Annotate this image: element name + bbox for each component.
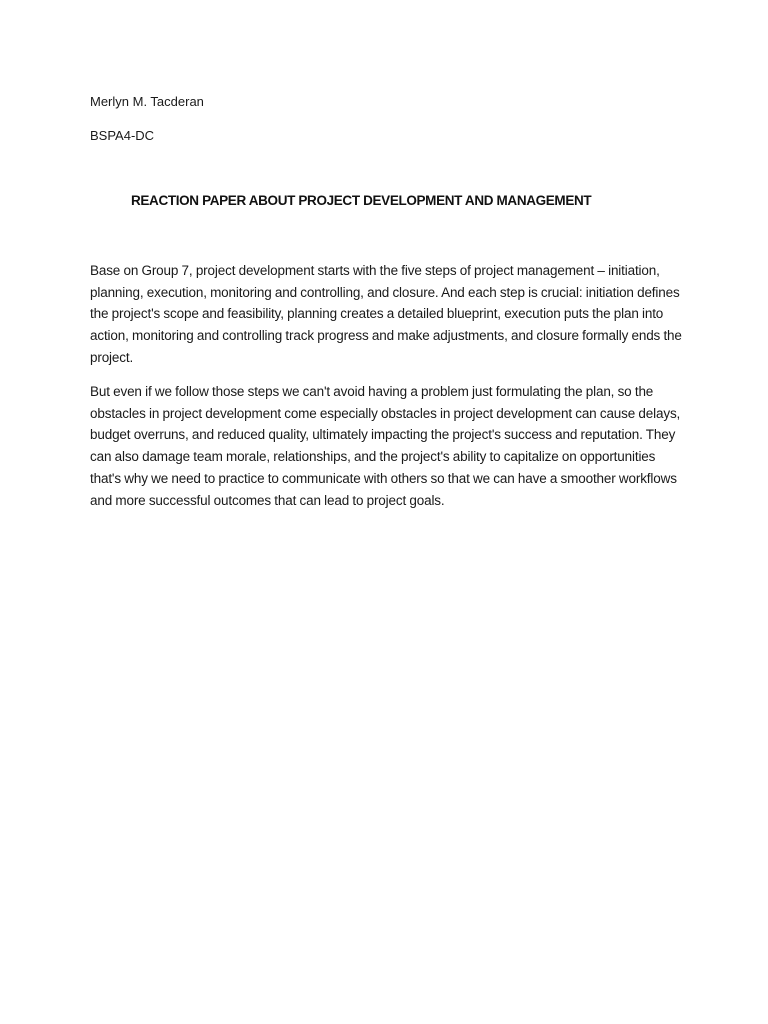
- author-name: Merlyn M. Tacderan: [90, 94, 204, 109]
- class-section: BSPA4-DC: [90, 128, 155, 143]
- document-title: REACTION PAPER ABOUT PROJECT DEVELOPMENT AND MANAGEMENT: [131, 193, 592, 208]
- body-paragraph-2: But even if we follow those steps we can't avoid having a problem just formulating the plan, so the obstacles in project development come especially obstacles in project development can cause delays, budget overruns, and reduced quality, ultimately impacting the project's success and reputation. They can also damage team morale, relationships, and the project's ability to capitalize on opportunities that's why we need to practice to communicate with others so that we can have a smoother workflows and more successful outcomes that can lead to project goals.: [90, 384, 681, 508]
- body-paragraph-1: Base on Group 7, project development starts with the five steps of project management – initiation, planning, execution, monitoring and controlling, and closure. And each step is crucial: initiation defines the project's scope and feasibility, planning creates a detailed blueprint, execution puts the plan into action, monitoring and controlling track progress and make adjustments, and closure formally ends the project.: [90, 263, 682, 365]
